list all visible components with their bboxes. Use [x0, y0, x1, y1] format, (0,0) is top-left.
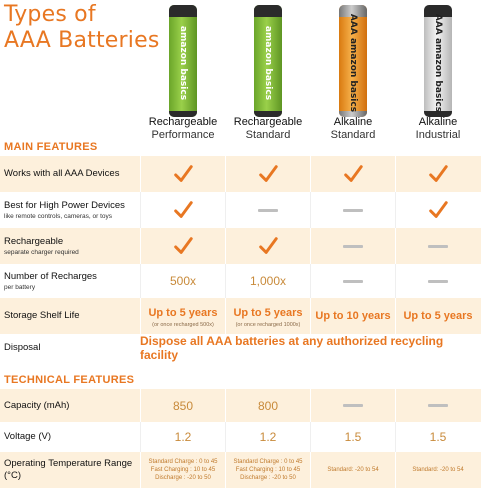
voltage-value: 1.5 [344, 430, 362, 444]
dash-icon [343, 404, 363, 407]
row-storage-shelf-life: Storage Shelf Life Up to 5 years (or once recharged 500x) Up to 5 years (or once recharged 1000x) Up to 10 years Up to 5 years [0, 298, 481, 334]
recharges-value: 1,000x [249, 274, 287, 288]
check-icon [172, 199, 194, 221]
check-icon [427, 199, 449, 221]
dash-icon [343, 245, 363, 248]
row-voltage: Voltage (V) 1.2 1.2 1.5 1.5 [0, 422, 481, 452]
dash-icon [343, 280, 363, 283]
section-technical-features: TECHNICAL FEATURES [4, 374, 135, 386]
column-header-2: Rechargeable Standard [233, 116, 303, 141]
voltage-value: 1.5 [429, 430, 447, 444]
recharges-value: 500x [169, 274, 197, 288]
shelf-value: Up to 10 years [315, 310, 391, 322]
column-header-1: Rechargeable Performance [148, 116, 218, 141]
battery-alkaline-standard: AAA amazon basics [339, 5, 367, 117]
row-rechargeable: Rechargeable separate charger required [0, 228, 481, 264]
check-icon [342, 163, 364, 185]
page-title: Types of AAA Batteries [4, 2, 160, 53]
row-works-with-all: Works with all AAA Devices [0, 156, 481, 192]
capacity-value: 850 [172, 398, 194, 413]
dash-icon [428, 404, 448, 407]
check-icon [257, 163, 279, 185]
column-header-4: Alkaline Industrial [415, 116, 461, 141]
dash-icon [428, 280, 448, 283]
temp-alkaline: Standard: -20 to 54 [412, 467, 464, 473]
check-icon [427, 163, 449, 185]
shelf-value: Up to 5 years [148, 307, 218, 319]
battery-rechargeable-performance: amazon basics [169, 5, 197, 117]
row-operating-temperature: Operating Temperature Range (°C) Standard Charge : 0 to 45 Fast Charging : 10 to 45 Discharge : -20 to 50 Standard Charge : 0 to 45 Fast Charging : 10 to 45 Discharge : -20 to 50 Standard: -20 to 54 Standard: -20 to 54 [0, 452, 481, 488]
disposal-text: Dispose all AAA batteries at any authorized recycling facility [140, 334, 444, 362]
check-icon [172, 235, 194, 257]
temp-alkaline: Standard: -20 to 54 [327, 467, 379, 473]
row-capacity: Capacity (mAh) 850 800 [0, 389, 481, 422]
row-disposal: Disposal Dispose all AAA batteries at any authorized recycling facility [0, 334, 481, 362]
row-high-power: Best for High Power Devices like remote controls, cameras, or toys [0, 192, 481, 228]
battery-alkaline-industrial: AAA amazon basics [424, 5, 452, 117]
check-icon [172, 163, 194, 185]
dash-icon [258, 209, 278, 212]
capacity-value: 800 [257, 398, 279, 413]
check-icon [257, 235, 279, 257]
shelf-value: Up to 5 years [403, 310, 473, 322]
voltage-value: 1.2 [174, 430, 192, 444]
section-main-features: MAIN FEATURES [4, 141, 98, 153]
battery-rechargeable-standard: amazon basics [254, 5, 282, 117]
row-number-of-recharges: Number of Recharges per battery 500x 1,000x [0, 264, 481, 298]
shelf-value: Up to 5 years [233, 307, 303, 319]
dash-icon [343, 209, 363, 212]
voltage-value: 1.2 [259, 430, 277, 444]
column-header-3: Alkaline Standard [330, 116, 376, 141]
dash-icon [428, 245, 448, 248]
